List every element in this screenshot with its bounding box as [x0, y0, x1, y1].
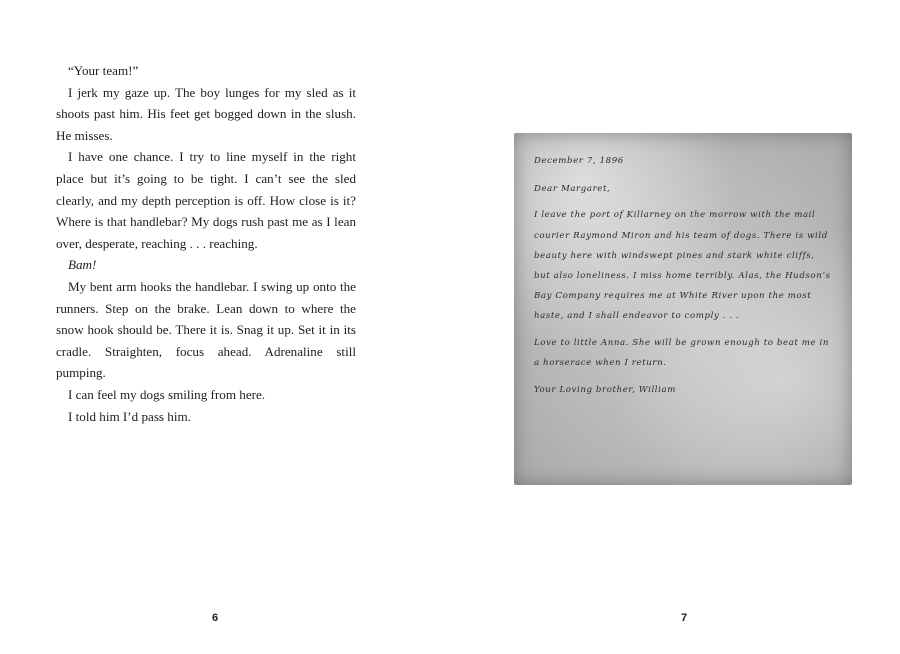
- story-text: [56, 60, 356, 427]
- letter-date: December 7, 1896: [534, 156, 624, 166]
- right-page: [450, 0, 900, 654]
- paragraph: “Your team!”: [68, 63, 139, 78]
- paragraph: I have one chance. I try to line myself in the right place but it’s going to be tight. I can’t see the sled clearly, and my depth perception is off. How close is it? Where is that handlebar? My dogs rush past me as I lean over, desperate, reaching . . . reaching.: [56, 149, 356, 251]
- paragraph: I jerk my gaze up. The boy lunges for my sled as it shoots past him. His feet get bogged down in the slush. He misses.: [56, 84, 356, 143]
- paragraph: I told him I’d pass him.: [68, 408, 191, 424]
- page-number-left: 6: [212, 612, 219, 624]
- letter-salutation: Dear Margaret,: [534, 183, 611, 194]
- letter-postscript: Love to little Anna. She will be grown enough to beat me in a horserace when I return.: [534, 338, 830, 369]
- page-number-right: 7: [681, 612, 688, 624]
- paragraph: My bent arm hooks the handlebar. I swing up onto the runners. Step on the brake. Lean down to where the snow hook should be. There it is. Snag it up. Set it in its cradle. Straighten, focus ahead. Adrenaline still pumping.: [56, 278, 356, 381]
- letter-body: I leave the port of Killarney on the morrow with the mail courier Raymond Miron and his team of dogs. There is wild beauty here with windswept pines and stark white cliffs, but also loneliness. I miss home terribly. Alas, the Hudson’s Bay Company requires me at White River upon the most haste, and I shall endeavor to comply . . .: [534, 210, 831, 322]
- paragraph: I can feel my dogs smiling from here.: [68, 386, 266, 402]
- paragraph-emphasis: Bam!: [68, 257, 97, 273]
- handwritten-letter: [514, 133, 852, 485]
- letter-closing: Your Loving brother, William: [534, 385, 676, 396]
